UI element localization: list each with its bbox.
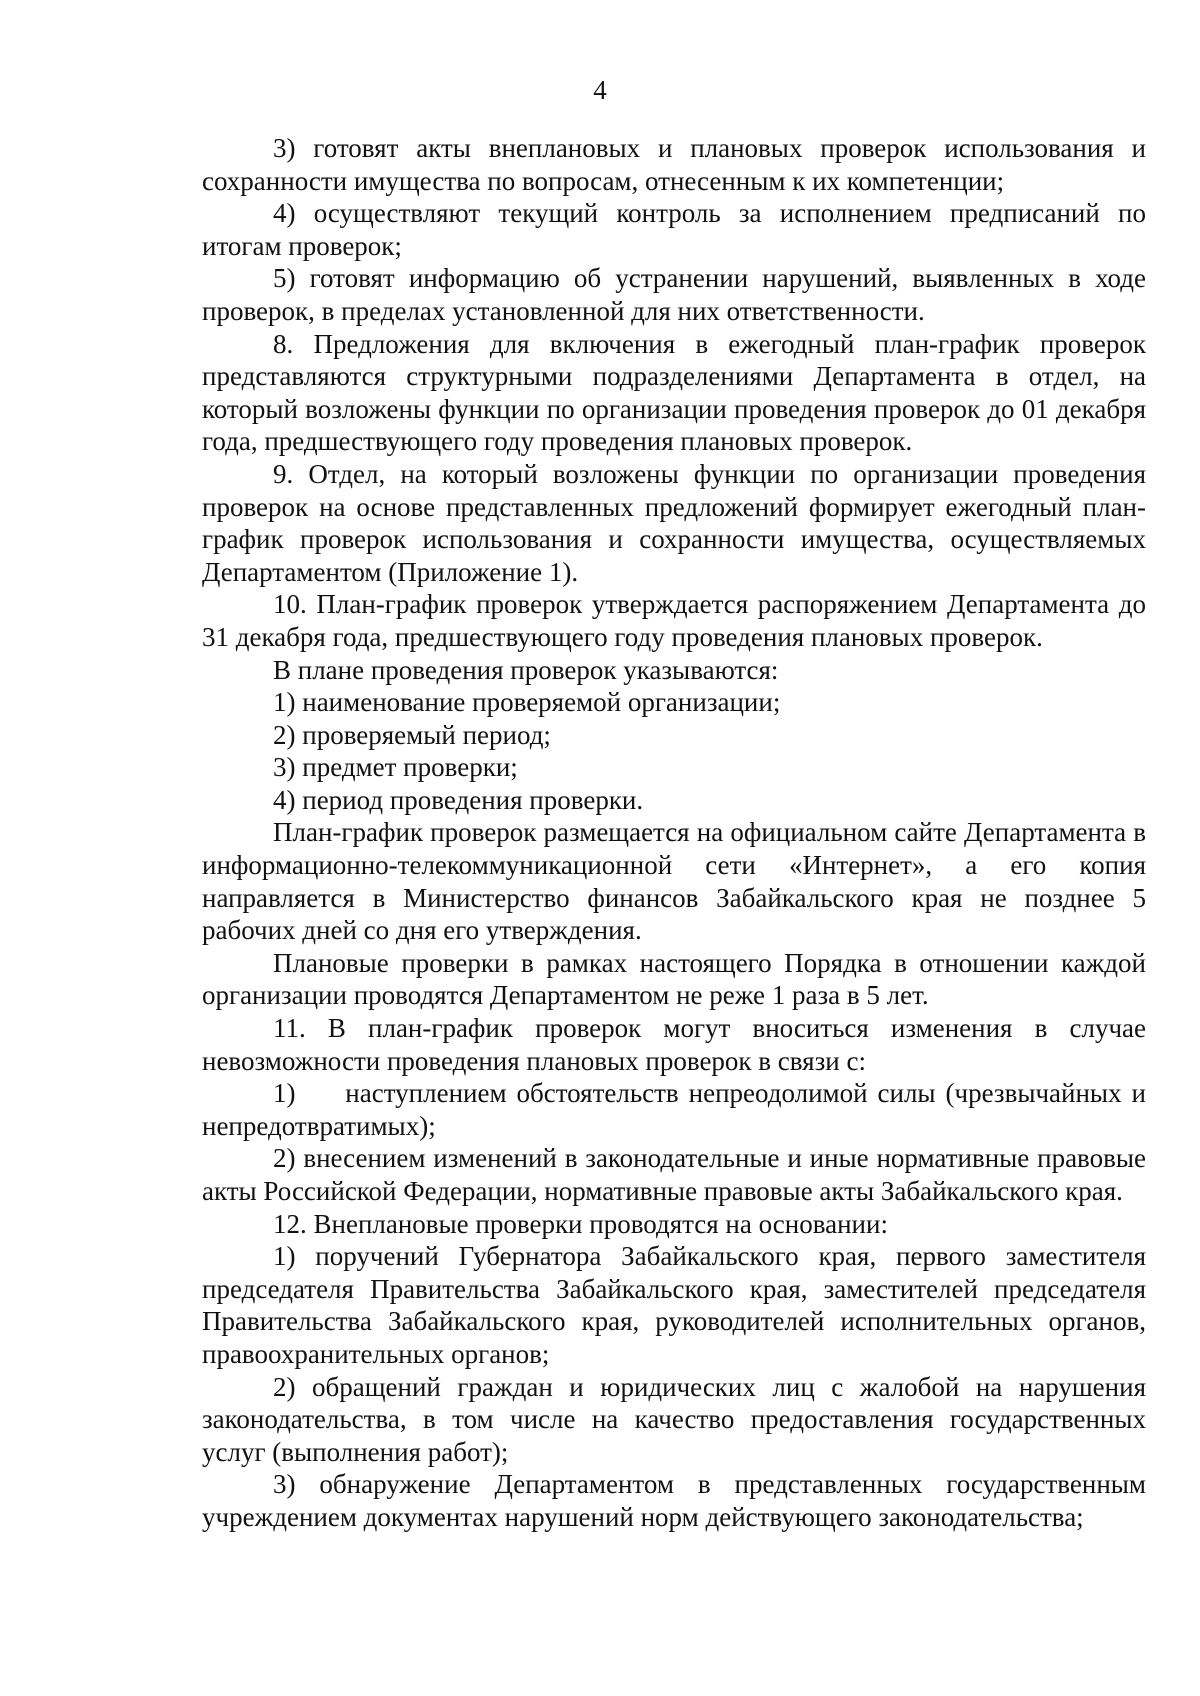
paragraph-section-12: 12. Внеплановые проверки проводятся на основании:: [273, 1208, 888, 1239]
paragraph-unplanned-item-3: 3) обнаружение Департаментом в представленных государственным учреждением документах нарушений норм действующего законодательства;: [202, 1469, 1146, 1532]
paragraph-section-10: 10. План-график проверок утверждается распоряжением Департамента до 31 декабря года, предшествующего году проведения плановых проверок.: [202, 589, 1146, 652]
paragraph-item-4: 4) осуществляют текущий контроль за исполнением предписаний по итогам проверок;: [202, 198, 1146, 261]
paragraph-item-3: 3) готовят акты внеплановых и плановых проверок использования и сохранности имущества по вопросам, отнесенным к их компетенции;: [202, 133, 1146, 196]
paragraph-section-8: 8. Предложения для включения в ежегодный план-график проверок представляются структурными подразделениями Департамента в отдел, на который возложены функции по организации проведения проверок до 01 декабря года, предшествующего году проведения плановых проверок.: [202, 328, 1146, 457]
paragraph-unplanned-item-2: 2) обращений граждан и юридических лиц с жалобой на нарушения законодательства, в том числе на качество предоставления государственных услуг (выполнения работ);: [202, 1371, 1146, 1467]
paragraph-plan-item-1: 1) наименование проверяемой организации;: [273, 687, 781, 718]
document-body: [202, 132, 1153, 1534]
paragraph-unplanned-item-1: 1) поручений Губернатора Забайкальского края, первого заместителя председателя Правительства Забайкальского края, заместителей председателя Правительства Забайкальского края, руководителей исполнительных органов, правоохранительных органов;: [202, 1241, 1146, 1369]
paragraph-section-11: 11. В план-график проверок могут вноситься изменения в случае невозможности проведения плановых проверок в связи с:: [202, 1013, 1146, 1076]
paragraph-plan-item-2: 2) проверяемый период;: [273, 719, 551, 750]
paragraph-plan-intro: В плане проведения проверок указываются:: [273, 654, 779, 685]
paragraph-change-item-2: 2) внесением изменений в законодательные и иные нормативные правовые акты Российской Федерации, нормативные правовые акты Забайкальского края.: [202, 1143, 1146, 1206]
paragraph-section-9: 9. Отдел, на который возложены функции по организации проведения проверок на основе представленных предложений формирует ежегодный план-график проверок использования и сохранности имущества, осуществляемых Департаментом (Приложение 1).: [202, 458, 1146, 587]
paragraph-change-item-1: 1) наступлением обстоятельств непреодолимой силы (чрезвычайных и непредотвратимых);: [202, 1078, 1153, 1141]
paragraph-planned-frequency: Плановые проверки в рамках настоящего Порядка в отношении каждой организации проводятся Департаментом не реже 1 раза в 5 лет.: [202, 947, 1146, 1011]
paragraph-item-5: 5) готовят информацию об устранении нарушений, выявленных в ходе проверок, в пределах установленной для них ответственности.: [202, 263, 1146, 326]
paragraph-plan-item-4: 4) период проведения проверки.: [273, 784, 644, 815]
page-number: 4: [593, 75, 607, 105]
paragraph-plan-item-3: 3) предмет проверки;: [273, 752, 518, 783]
paragraph-plan-publication: План-график проверок размещается на официальном сайте Департамента в информационно-телекоммуникационной сети «Интернет», а его копия направляется в Министерство финансов Забайкальского края не позднее 5 рабочих дней со дня его утверждения.: [202, 817, 1146, 946]
